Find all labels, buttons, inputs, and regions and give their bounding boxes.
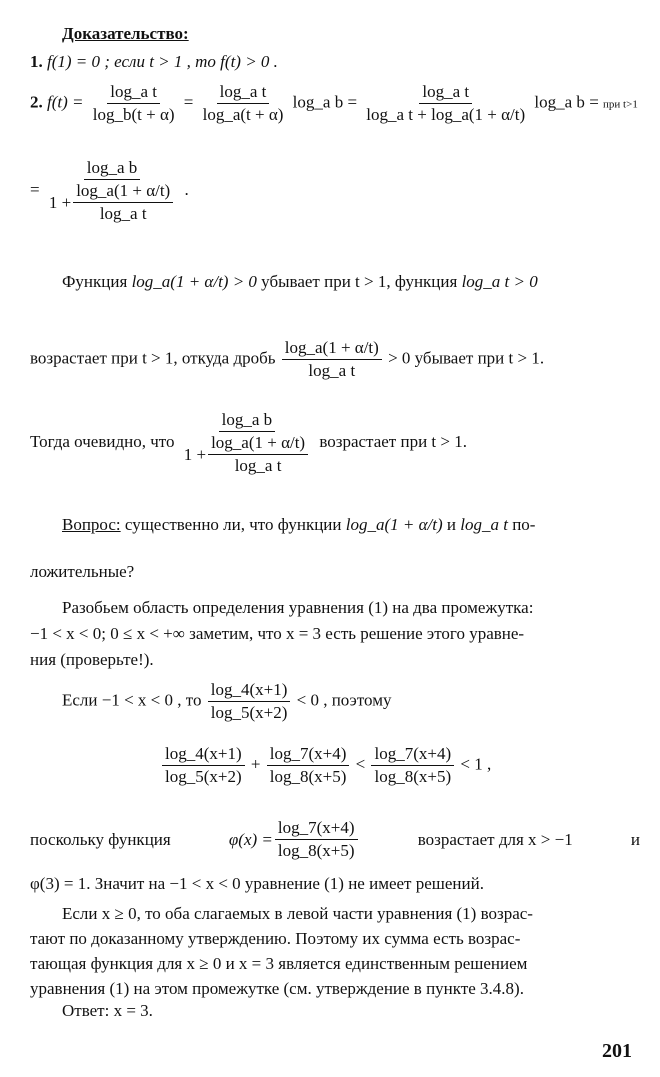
para-2-line-1: Разобьем область определения уравнения (1) на два промежутка:: [62, 598, 534, 617]
para-4-line-1: поскольку функция φ(x) = $\frac{\log\_7(x+4)}{\log\_8(x+5)}$ возрастает для x > −1 и: [30, 818, 640, 860]
item-1-number: 1.: [30, 52, 43, 71]
equals-2: =: [589, 92, 599, 112]
para-5-line-3: тающая функция для x ≥ 0 и x = 3 является единственным решением: [30, 954, 528, 973]
item-2-lhs: f(t) =: [47, 92, 84, 112]
item-1-text: f(1) = 0 ; если t > 1 , то f(t) > 0 .: [47, 52, 278, 71]
nested-fraction-2: log_a b 1 + $\frac{\log\_a(1 + \alpha/t)}{\text{log\_a t}}$: [181, 410, 313, 476]
fraction-2: $\frac{\text{log\_a t}}{\log\_a(t + \alpha)}$: [202, 82, 284, 124]
para-1-line-2: возрастает при t > 1, откуда дробь $\frac{\log\_a(1 + \alpha/t)}{\text{log\_a t}}$ > 0 убывает при t > 1.: [30, 338, 545, 380]
fraction-1: $\frac{\text{log\_a t}}{\log\_b(t + \alpha)}$: [92, 82, 175, 124]
proof-heading: Доказательство:: [62, 24, 189, 43]
item-1: [30, 52, 278, 72]
para-2-line-3: ния (проверьте!).: [30, 650, 154, 669]
para-3: Если −1 < x < 0 , то $\frac{\log\_4(x+1)}{\log\_5(x+2)}$ < 0 , поэтому: [62, 680, 392, 722]
page-number: 201: [602, 1040, 632, 1062]
item-2-number: 2.: [30, 92, 43, 112]
condition-label: при t>1: [603, 98, 638, 111]
main-inequality: $\frac{\log\_4(x+1)}{\log\_5(x+2)}$ + $\frac{\log\_7(x+4)}{\log\_8(x+5)}$ < $\frac{\log\_7(x+4)}{\log\_8(x+5)}$ < 1 ,: [160, 744, 491, 787]
para-5-line-4: уравнения (1) на этом промежутке (см. утверждение в пункте 3.4.8).: [30, 979, 524, 998]
item-2-formula: [30, 82, 638, 125]
fraction-3: $\frac{\text{log\_a t}}{\text{log\_a t + log\_a(1 + α/t)}}$: [366, 82, 526, 124]
answer-line: Ответ: x = 3.: [62, 1001, 153, 1020]
expr-log-positive: log_a t > 0: [461, 272, 538, 291]
question-label: Вопрос:: [62, 515, 121, 534]
para-5-line-2: тают по доказанному утверждению. Поэтому их сумма есть возрас-: [30, 929, 521, 948]
para-2-line-2: −1 < x < 0; 0 ≤ x < +∞ заметим, что x = 3 есть решение этого уравне-: [30, 624, 525, 643]
mid-multiplier: log_a b =: [292, 92, 358, 112]
para-5-line-1: Если x ≥ 0, то оба слагаемых в левой части уравнения (1) возрас-: [62, 904, 533, 923]
formula-continuation: = log_a b 1 + $\frac{\log\_a(1 + \alpha/t)}{\text{log\_a t}}$ .: [30, 158, 189, 223]
equals-1: =: [183, 92, 194, 112]
para-4-line-2: φ(3) = 1. Значит на −1 < x < 0 уравнение (1) не имеет решений.: [30, 874, 484, 893]
multiplier-2: log_a b: [534, 92, 585, 112]
expr-log-decreasing: log_a(1 + α/t) > 0: [131, 272, 257, 291]
equals-sign: =: [30, 179, 40, 199]
fraction-decreasing: $\frac{\log\_a(1 + \alpha/t)}{\text{log\_a t}}$: [282, 338, 382, 381]
question-line-2: ложительные?: [30, 562, 135, 581]
question-line-1: Вопрос: существенно ли, что функции log_a(1 + α/t) и log_a t по-: [62, 515, 536, 534]
nested-fraction: log_a b 1 + $\frac{\log\_a(1 + \alpha/t)}{\text{log\_a t}}$: [46, 158, 178, 224]
para-1-line-1: Функция log_a(1 + α/t) > 0 убывает при t > 1, функция log_a t > 0: [62, 272, 538, 291]
para-1-line-3: Тогда очевидно, что log_a b 1 + $\frac{\log\_a(1 + \alpha/t)}{\text{log\_a t}}$ возрастает при t > 1.: [30, 410, 467, 475]
